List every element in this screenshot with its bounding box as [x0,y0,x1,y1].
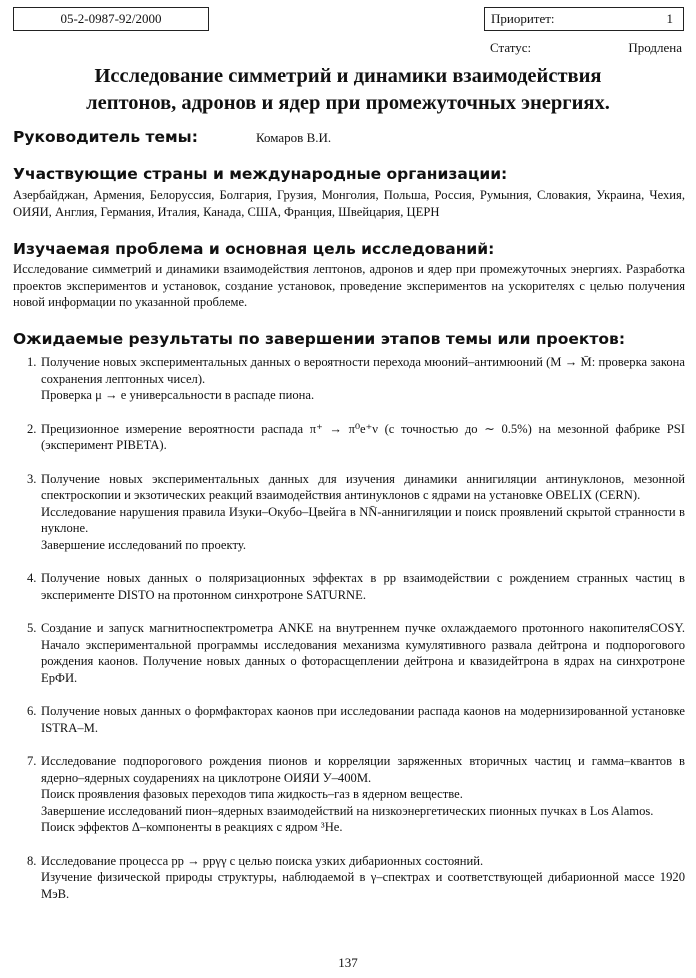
results-list [13,354,685,902]
title-line-1: Исследование симметрий и динамики взаимодействия [94,65,602,87]
result-line: Поиск проявления фазовых переходов типа жидкость–газ в ядерном веществе. [41,787,463,801]
result-item [13,703,685,736]
result-line: Завершение исследований по проекту. [41,537,246,552]
result-number: 2. [27,421,37,436]
result-item [13,421,685,454]
result-line: Завершение исследований пион–ядерных взаимодействий на низкоэнергетических пионных пучках в Los Alamos. [41,803,654,818]
problem-section [13,240,685,311]
result-line: Исследование подпорогового рождения пионов и корреляции заряженных вторичных частиц и гамма–квантов в ядерно–ядерных соударениях на циклотроне ОИЯИ У–400М. [41,754,685,785]
result-line: Изучение физической природы структуры, наблюдаемой в γ–спектрах и соответствующей дибарионной массе 1920 МэВ. [41,870,685,901]
result-line: Получение новых экспериментальных данных о вероятности перехода мюоний–антимюоний (M → M̄: проверка закона сохранения лептонных чисел). [41,355,685,386]
status-value: Продлена [628,40,682,55]
result-item [13,471,685,554]
result-item [13,570,685,603]
result-item [13,853,685,903]
result-line: Поиск эффектов Δ–компоненты в реакциях с ядром ³He. [41,820,343,834]
results-heading: Ожидаемые результаты по завершении этапов темы или проектов: [13,330,626,348]
topic-code-box [13,7,209,31]
result-line: Получение новых данных о поляризационных эффектах в pp взаимодействии с рождением странных частиц в эксперименте DISTO на протонном синхротроне SATURNE. [41,571,685,602]
priority-box [484,7,684,31]
page-title [0,63,696,117]
result-number: 4. [27,571,37,585]
result-line: Исследование процесса pp → ppγγ с целью поиска узких дибарионных состояний. [41,853,484,868]
result-number: 6. [27,704,37,718]
priority-label: Приоритет: [491,11,555,26]
countries-heading: Участвующие страны и международные организации: [13,165,508,183]
problem-heading: Изучаемая проблема и основная цель исследований: [13,240,495,258]
result-line: Получение новых экспериментальных данных для изучения динамики аннигиляции антинуклонов, мезонной спектроскопии и экзотических реакций взаимодействия антинуклонов с ядрами на установке OBELIX (CERN). [41,471,685,502]
leader-section [13,128,685,146]
result-number: 1. [27,355,37,369]
result-number: 7. [27,754,37,768]
result-line: Создание и запуск магнитноспектрометра ANKE на внутреннем пучке охлаждаемого протонного накопителяCOSY. Начало экспериментальной программы исследования механизма кумулятивного развала дейтрона и подпорогового рождения каонов. Получение новых данных о фоторасщеплении дейтрона и квазидейтрона в ядрах на синхротроне ЕрФИ. [41,621,685,685]
results-section [13,330,685,902]
result-line: Проверка μ → e универсальности в распаде пиона. [41,388,315,402]
result-item [13,753,685,836]
countries-section [13,165,685,220]
problem-text: Исследование симметрий и динамики взаимодействия лептонов, адронов и ядер при промежуточных энергиях. Разработка проектов экспериментов и установок, создание установок, проведение экспериментов на ускорителях с целью получения новой информации по указанной проблеме. [13,262,685,309]
priority-value: 1 [666,11,673,26]
topic-code: 05-2-0987-92/2000 [60,11,162,26]
result-item [13,354,685,404]
result-item [13,620,685,686]
status-row [490,40,682,56]
status-label: Статус: [490,40,532,55]
result-line: Исследование нарушения правила Изуки–Окубо–Цвейга в NN̄-аннигиляции и поиск проявлений скрытой странности в нуклоне. [41,504,685,535]
result-line: Получение новых данных о формфакторах каонов при исследовании распада каонов на модернизированной установке ISTRA–M. [41,704,685,735]
page-number: 137 [338,955,358,970]
countries-text: Азербайджан, Армения, Белоруссия, Болгария, Грузия, Монголия, Польша, Россия, Румыния, Словакия, Украина, Чехия, ОИЯИ, Англия, Германия, Италия, Канада, США, Франция, Швейцария, ЦЕРН [13,188,685,219]
result-number: 8. [27,853,37,868]
title-line-2: лептонов, адронов и ядер при промежуточных энергиях. [86,92,610,114]
result-number: 3. [27,471,37,486]
leader-label: Руководитель темы: [13,128,198,146]
result-line: Прецизионное измерение вероятности распада π⁺ → π⁰e⁺ν (с точностью до ∼ 0.5%) на мезонной фабрике PSI (эксперимент PIBETA). [41,421,685,452]
result-number: 5. [27,621,37,635]
leader-name: Комаров В.И. [256,130,332,145]
